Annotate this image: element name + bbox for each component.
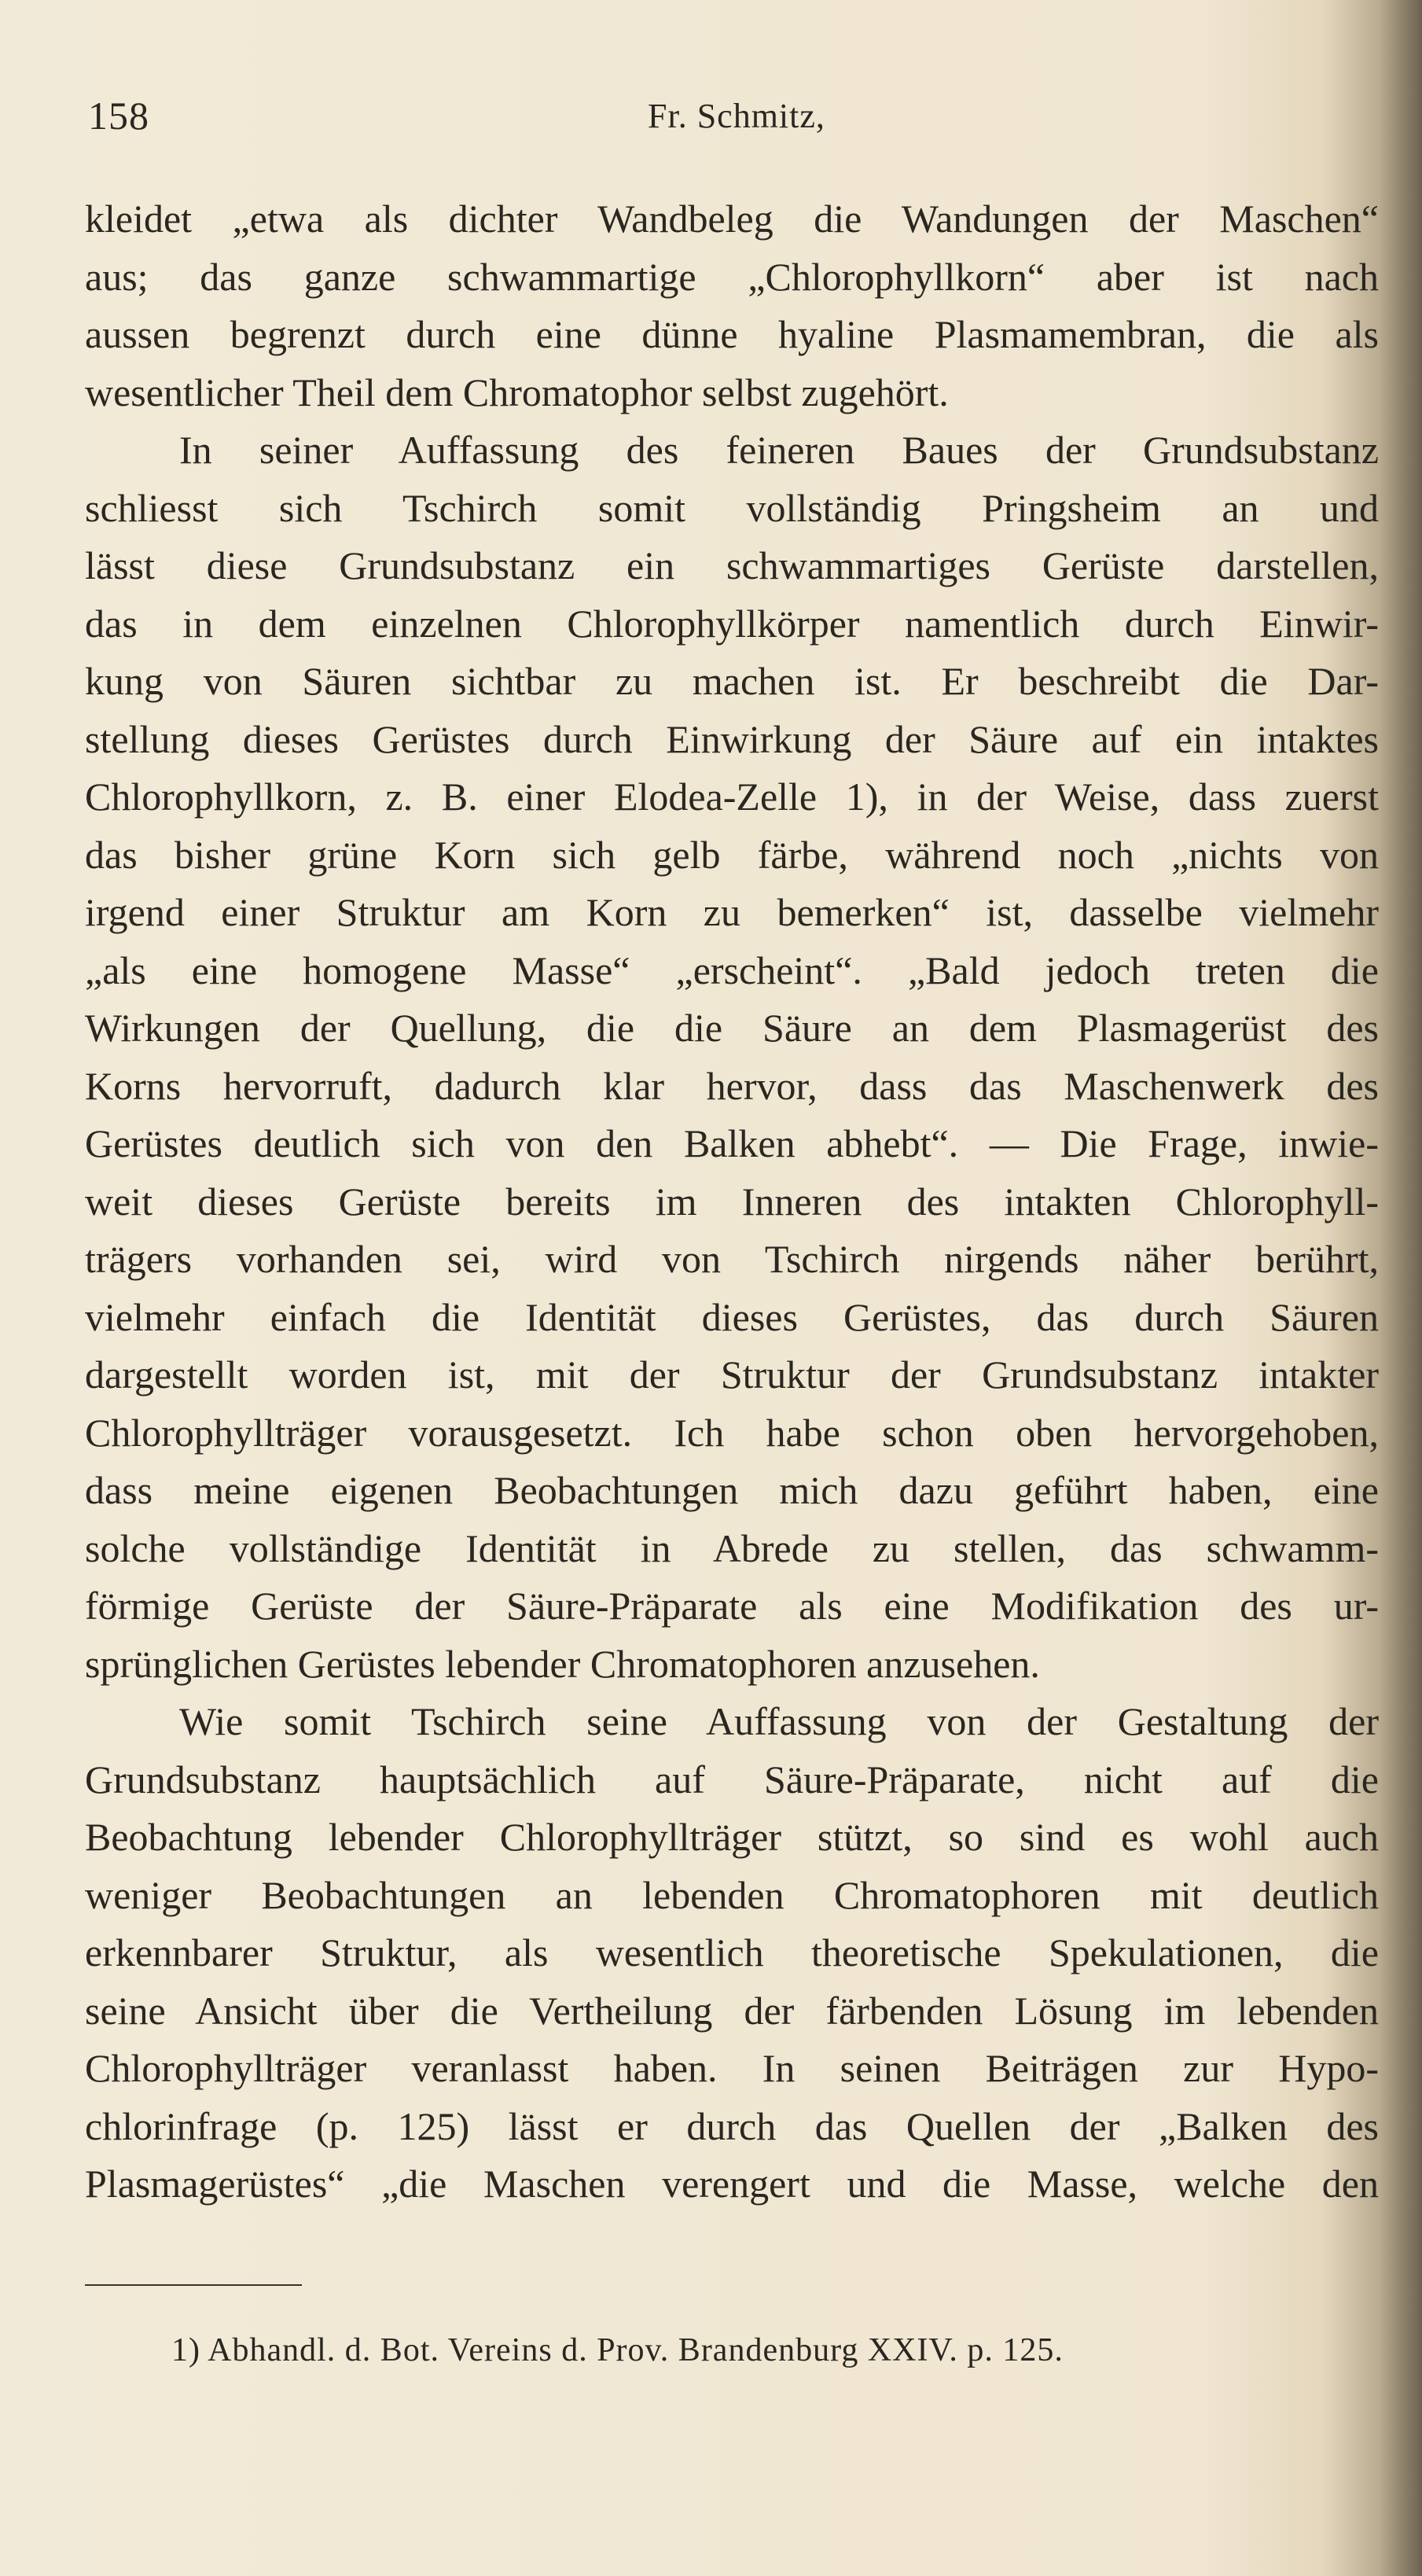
running-head: Fr. Schmitz, — [648, 97, 825, 135]
text-line: kleidet „etwa als dichter Wandbeleg die Wandungen der Maschen“ — [85, 197, 1379, 241]
body-text — [85, 190, 1379, 2214]
text-line: In seiner Auffassung des feineren Baues der Grundsubstanz — [179, 428, 1379, 472]
text-line: aussen begrenzt durch eine dünne hyaline Plasmamembran, die als — [85, 312, 1379, 356]
text-line: stellung dieses Gerüstes durch Einwirkung der Säure auf ein intaktes — [85, 716, 1379, 761]
text-line: Chlorophyllträger vorausgesetzt. Ich habe schon oben hervorgehoben, — [85, 1410, 1379, 1455]
text-line: aus; das ganze schwammartige „Chlorophyllkorn“ aber ist nach — [85, 254, 1379, 299]
text-line: Grundsubstanz hauptsächlich auf Säure-Präparate, nicht auf die — [85, 1757, 1379, 1801]
footnote-divider — [85, 2284, 302, 2286]
text-line: „als eine homogene Masse“ „erscheint“. „Bald jedoch treten die — [85, 948, 1379, 992]
text-line: weniger Beobachtungen an lebenden Chromatophoren mit deutlich — [85, 1872, 1379, 1917]
text-line: schliesst sich Tschirch somit vollständig Pringsheim an und — [85, 485, 1379, 530]
text-line: förmige Gerüste der Säure-Präparate als eine Modifikation des ur- — [85, 1584, 1379, 1628]
footnote: 1) Abhandl. d. Bot. Vereins d. Prov. Brandenburg XXIV. p. 125. — [171, 2332, 1064, 2368]
text-line: Gerüstes deutlich sich von den Balken abhebt“. — Die Frage, inwie- — [85, 1121, 1379, 1165]
text-line: das in dem einzelnen Chlorophyllkörper namentlich durch Einwir- — [85, 601, 1379, 646]
text-line: lässt diese Grundsubstanz ein schwammartiges Gerüste darstellen, — [85, 543, 1379, 587]
text-line: Beobachtung lebender Chlorophyllträger stützt, so sind es wohl auch — [85, 1815, 1379, 1859]
text-line: trägers vorhanden sei, wird von Tschirch nirgends näher berührt, — [85, 1237, 1379, 1281]
text-line: kung von Säuren sichtbar zu machen ist. Er beschreibt die Dar- — [85, 659, 1379, 703]
text-line: Chlorophyllkorn, z. B. einer Elodea-Zelle 1), in der Weise, dass zuerst — [85, 775, 1379, 819]
text-line: sprünglichen Gerüstes lebender Chromatophoren anzusehen. — [85, 1641, 1040, 1686]
page-header — [88, 93, 1330, 156]
text-line: Chlorophyllträger veranlasst haben. In seinen Beiträgen zur Hypo- — [85, 2046, 1379, 2090]
text-line: wesentlicher Theil dem Chromatophor selbst zugehört. — [85, 370, 949, 414]
text-line: Wirkungen der Quellung, die die Säure an dem Plasmagerüst des — [85, 1006, 1379, 1050]
text-line: vielmehr einfach die Identität dieses Gerüstes, das durch Säuren — [85, 1294, 1379, 1339]
text-line: Korns hervorruft, dadurch klar hervor, dass das Maschenwerk des — [85, 1063, 1379, 1108]
text-line: erkennbarer Struktur, als wesentlich theoretische Spekulationen, die — [85, 1930, 1379, 1974]
text-line: seine Ansicht über die Vertheilung der färbenden Lösung im lebenden — [85, 1988, 1379, 2033]
text-line: irgend einer Struktur am Korn zu bemerken“ ist, dasselbe vielmehr — [85, 890, 1379, 934]
text-line: weit dieses Gerüste bereits im Inneren des intakten Chlorophyll- — [85, 1179, 1379, 1224]
text-line: das bisher grüne Korn sich gelb färbe, während noch „nichts von — [85, 832, 1379, 877]
text-line: solche vollständige Identität in Abrede zu stellen, das schwamm- — [85, 1525, 1379, 1570]
text-line: dargestellt worden ist, mit der Struktur der Grundsubstanz intakter — [85, 1352, 1379, 1397]
text-line: Plasmagerüstes“ „die Maschen verengert und die Masse, welche den — [85, 2162, 1379, 2206]
text-line: chlorinfrage (p. 125) lässt er durch das Quellen der „Balken des — [85, 2103, 1379, 2148]
text-line: dass meine eigenen Beobachtungen mich dazu geführt haben, eine — [85, 1468, 1379, 1512]
text-line: Wie somit Tschirch seine Auffassung von der Gestaltung der — [179, 1699, 1379, 1743]
page-number: 158 — [88, 94, 149, 138]
